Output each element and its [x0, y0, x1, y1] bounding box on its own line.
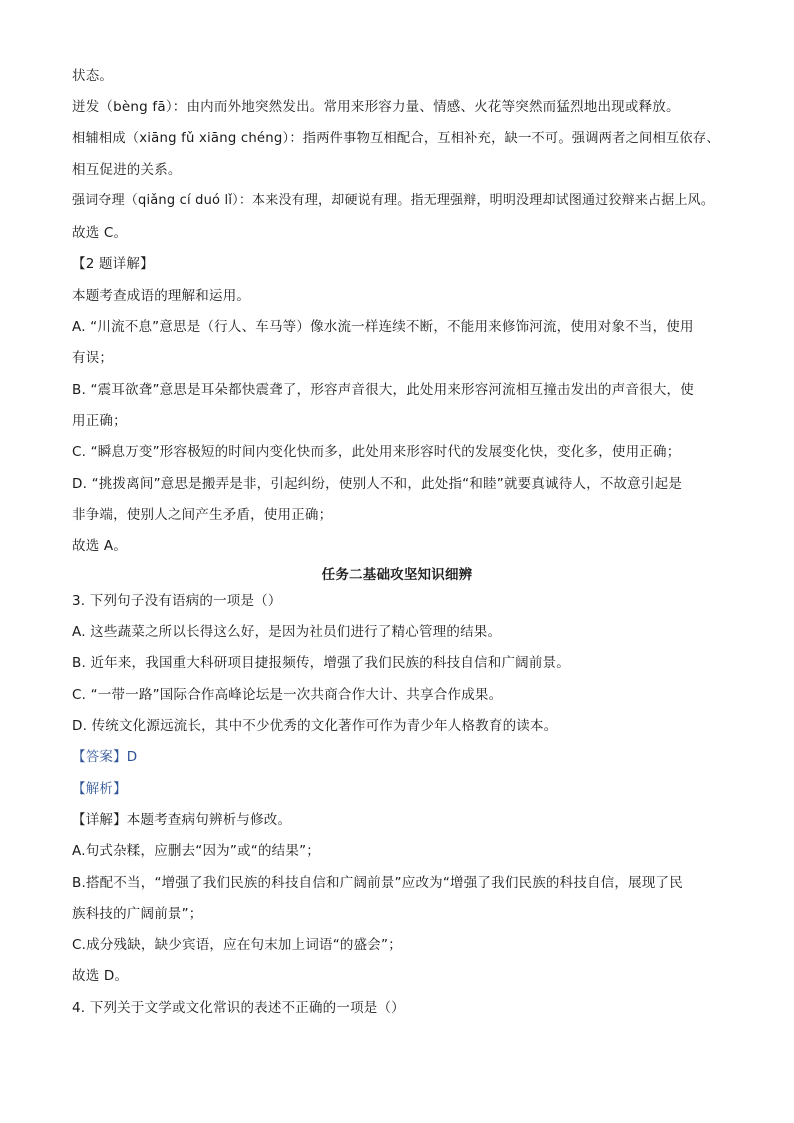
question-stem: 4. 下列关于文学或文化常识的表述不正确的一项是（） [72, 1000, 405, 1016]
text-line: 相互促进的关系。 [72, 162, 182, 178]
text-line: 非争端，使别人之间产生矛盾，使用正确； [72, 507, 333, 523]
task-heading: 任务二基础攻坚知识细辨 [321, 567, 473, 583]
text-line: 相辅相成（xiāng fǔ xiāng chéng）：指两件事物互相配合，互相补充，缺一不可。强调两者之间相互依存、 [72, 131, 720, 146]
answer-label: 【答案】D [72, 749, 138, 765]
text-line: 用正确； [72, 413, 127, 429]
option-b: B. 近年来，我国重大科研项目捷报频传，增强了我们民族的科技自信和广阔前景。 [72, 655, 570, 671]
analysis-label: 【解析】 [72, 781, 127, 797]
text-line: C.成分残缺，缺少宾语，应在句末加上词语“的盛会”； [72, 937, 402, 953]
text-line: 状态。 [72, 68, 114, 84]
section-heading: 【2 题详解】 [72, 256, 154, 272]
text-line: A.句式杂糅，应删去“因为”或“的结果”； [72, 843, 320, 859]
text-line: B.搭配不当，“增强了我们民族的科技自信和广阔前景”应改为“增强了我们民族的科技自信，展现了民 [72, 875, 683, 891]
text-line: 【详解】本题考查病句辨析与修改。 [72, 812, 292, 828]
text-line: C. “瞬息万变”形容极短的时间内变化快而多，此处用来形容时代的发展变化快，变化多，使用正确； [72, 444, 681, 460]
text-line: 迸发（bèng fā）：由内而外地突然发出。常用来形容力量、情感、火花等突然而猛烈地出现或释放。 [72, 99, 680, 115]
text-line: 故选 C。 [72, 225, 128, 241]
text-line: 本题考查成语的理解和运用。 [72, 288, 251, 304]
text-line: A. “川流不息”意思是（行人、车马等）像水流一样连续不断，不能用来修饰河流，使用对象不当，使用 [72, 319, 694, 335]
text-line: 有误； [72, 350, 114, 366]
text-line: 故选 A。 [72, 538, 128, 554]
option-c: C. “一带一路”国际合作高峰论坛是一次共商合作大计、共享合作成果。 [72, 687, 503, 703]
question-stem: 3. 下列句子没有语病的一项是（） [72, 593, 282, 609]
text-line: 故选 D。 [72, 968, 129, 984]
text-line: B. “震耳欲聋”意思是耳朵都快震聋了，形容声音很大，此处用来形容河流相互撞击发出的声音很大，使 [72, 382, 694, 398]
text-line: 族科技的广阔前景”； [72, 906, 203, 922]
text-line: 强词夺理（qiǎng cí duó lǐ）：本来没有理，却硬说有理。指无理强辩，明明没理却试图通过狡辩来占据上风。 [72, 193, 715, 208]
option-d: D. 传统文化源远流长，其中不少优秀的文化著作可作为青少年人格教育的读本。 [72, 718, 558, 734]
option-a: A. 这些蔬菜之所以长得这么好，是因为社员们进行了精心管理的结果。 [72, 624, 502, 640]
text-line: D. “挑拨离间”意思是搬弄是非，引起纠纷，使别人不和，此处指“和睦”就要真诚待人，不故意引起是 [72, 476, 683, 492]
